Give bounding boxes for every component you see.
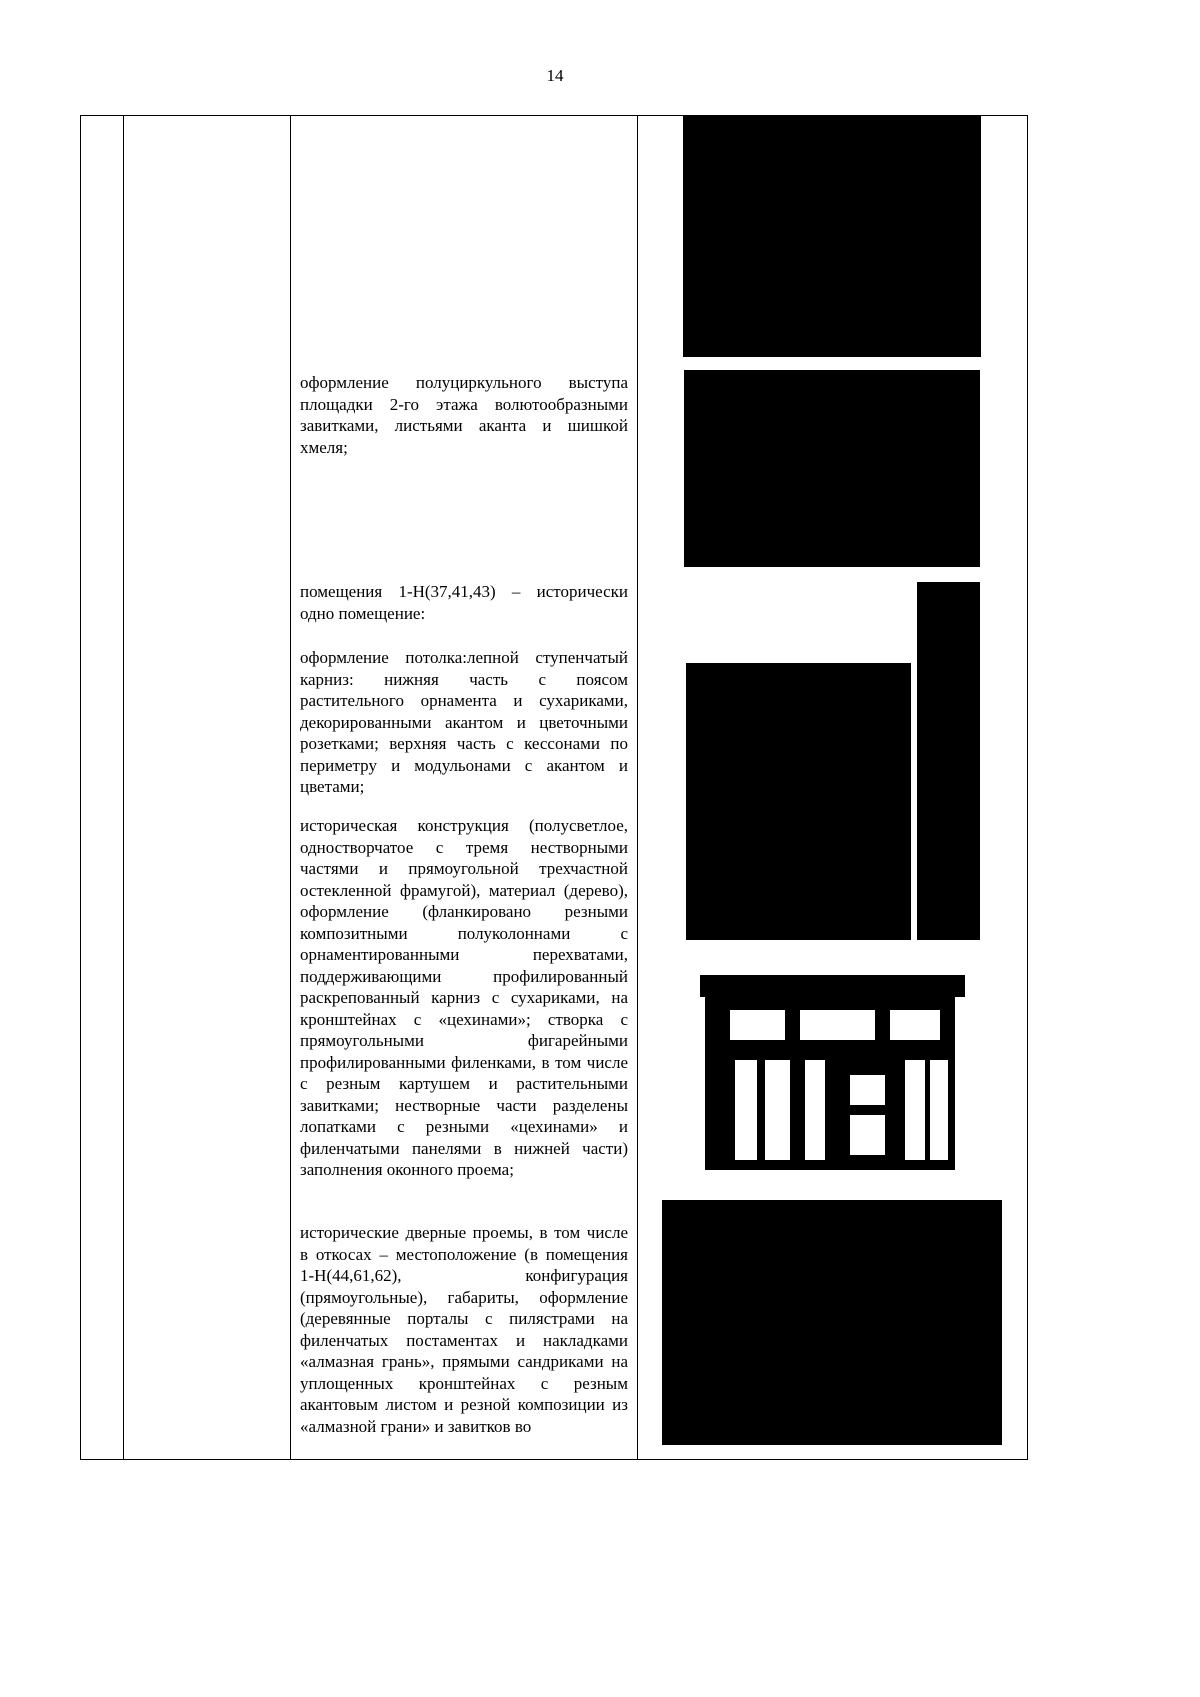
entry-text: оформление полуциркульного выступа площадки 2-го этажа волютообразными завитками, листьями аканта и шишкой хмеля; bbox=[300, 373, 628, 457]
entry-text: историческая конструкция (полусветлое, одностворчатое с тремя нестворными частями и прямоугольной трехчастной остекленной фрамугой), материал (дерево), оформление (фланкировано резными композитными полуколоннами с орнаментированными перехватами, поддерживающими профилированный раскрепованный карниз с сухариками, на кронштейнах с «цехинами»; створка с прямоугольными фигарейными профилированными филенками, в том числе с резным картушем и растительными завитками; нестворные части разделены лопатками с резными «цехинами» и филенчатыми панелями в нижней части) заполнения оконного проема; bbox=[300, 816, 628, 1179]
column-divider bbox=[123, 116, 124, 1459]
column-divider bbox=[290, 116, 291, 1459]
window-frame-image bbox=[690, 970, 970, 1190]
photo-ceiling-cornice bbox=[686, 663, 911, 940]
page-number: 14 bbox=[546, 66, 564, 85]
photo-staircase-ceiling bbox=[683, 115, 981, 357]
entry-text: помещения 1-Н(37,41,43) – исторически одно помещение: bbox=[300, 582, 628, 623]
photo-window bbox=[690, 970, 970, 1190]
entry-text: оформление потолка:лепной ступенчатый карниз: нижняя часть с поясом растительного орнамента и сухариками, декорированными акантом и цветочными розетками; верхняя часть с кессонами по периметру и модульонами с акантом и цветами; bbox=[300, 648, 628, 796]
photo-landing-decoration bbox=[684, 370, 980, 567]
photo-door-portal bbox=[662, 1200, 1002, 1445]
column-divider bbox=[637, 116, 638, 1459]
entry-text: исторические дверные проемы, в том числе в откосах – местоположение (в помещения 1-Н(44,61,62), конфигурация (прямоугольные), габариты, оформление (деревянные порталы с пилястрами на филенчатых постаментах и накладками «алмазная грань», прямыми сандриками на уплощенных кронштейнах с резным акантовым листом и резной композиции из «алмазной грани» и завитков во bbox=[300, 1223, 628, 1436]
photo-cornice-detail bbox=[917, 582, 980, 940]
